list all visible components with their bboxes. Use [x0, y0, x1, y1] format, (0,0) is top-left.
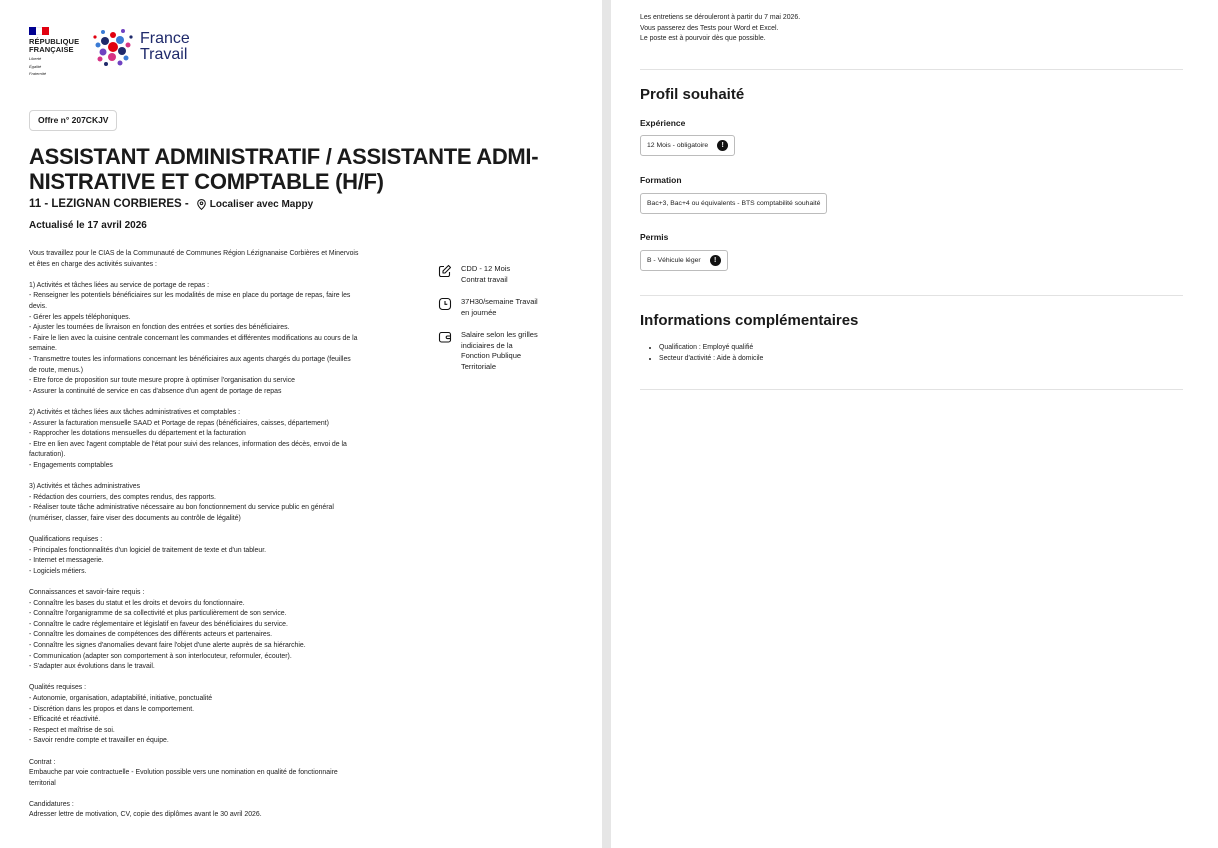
section-divider: [640, 295, 1183, 296]
document-page-2: [611, 0, 1218, 848]
mappy-link-label: Localiser avec Mappy: [209, 198, 314, 210]
job-description: Vous travaillez pour le CIAS de la Communauté de Communes Région Lézignanaise Corbières et Minervois et êtes en charge des activités suivantes : 1) Activités et tâches liées au service de portage de repas : - Renseigner les potentiels bénéficiaires sur les modalités de mise en place du portage de repas, faire les devis. - Gérer les appels téléphoniques. - Ajuster les tournées de livraison en fonction des entrées et sorties des bénéficiaires. - Faire le lien avec la cuisine centrale concernant les commandes et différentes modifications au cours de la semaine. - Transmettre toutes les informations concernant les bénéficiaires aux agents chargés du portage (feuilles de route, menus.) - Etre force de proposition sur toute mesure propre à optimiser l'organisation du service - Assurer la continuité de service en cas d'absence d'un agent de portage de repas 2) Activités et tâches liées aux tâches administratives et comptables : - Assurer la facturation mensuelle SAAD et Portage de repas (bénéficiaires, caisses, département) - Rapprocher les dotations mensuelles du département et la facturation - Etre en lien avec l'agent comptable de l'état pour suivi des relances, information des décès, envoi de la facturation). - Engagements comptables 3) Activités et tâches administratives - Rédaction des courriers, des comptes rendus, des rapports. - Réaliser toute tâche administrative nécessaire au bon fonctionnement du service public en général (numériser, classer, faire viser des documents au contrôle de légalité) Qualifications requises : - Principales fonctionnalités d'un logiciel de traitement de texte et d'un tableur. - Internet et messagerie. - Logiciels métiers. Connaissances et savoir-faire requis : - Connaître les bases du statut et les droits et devoirs du fonctionnaire. - Connaître l'organigramme de sa collectivité et plus particulièrement de son service. - Connaître le cadre réglementaire et législatif en faveur des bénéficiaires du service. - Connaître les domaines de compétences des différents acteurs et partenaires. - Connaître les signes d'anomalies devant faire l'objet d'une alerte auprès de sa hiérarchie. - Communication (adapter son comportement à son interlocuteur, reformuler, écouter). - S'adapter aux évolutions dans le travail. Qualités requises : - Autonomie, organisation, adaptabilité, initiative, ponctualité - Discrétion dans les propos et dans le comportement. - Efficacité et réactivité. - Respect et maîtrise de soi. - Savoir rendre compte et travailler en équipe. Contrat : Embauche par voie contractuelle - Evolution possible vers une nomination en qualité de fonctionnaire territorial Candidatures : Adresser lettre de motivation, CV, copie des diplômes avant le 30 avril 2026.: [29, 250, 359, 819]
required-icon: !: [710, 255, 721, 266]
brand-name-line2: Travail: [140, 46, 188, 63]
map-pin-icon: [197, 199, 206, 210]
experience-chip: [640, 135, 735, 156]
document-page-1: [0, 0, 602, 848]
france-travail-dots-icon: [92, 26, 134, 68]
job-title-text: ASSISTANT ADMINISTRATIF / ASSISTANTE ADMI- NISTRATIVE ET COMPTABLE (H/F): [29, 144, 539, 194]
salary-text: Salaire selon les grilles indiciaires de la Fonction Publique Territoriale: [461, 330, 538, 371]
french-flag-icon: [29, 27, 49, 35]
clock-icon: [438, 297, 452, 311]
job-location-row: [29, 198, 313, 210]
experience-value: 12 Mois - obligatoire: [647, 142, 709, 149]
edit-contract-icon: [438, 264, 452, 278]
motto-fraternite: Fraternité: [29, 71, 47, 77]
offer-number-badge: Offre n° 207CKJV: [29, 110, 117, 131]
republique-francaise-logo: [29, 27, 89, 77]
updated-date: Actualisé le 17 avril 2026: [29, 220, 147, 231]
wallet-icon: [438, 330, 452, 344]
permis-chip: [640, 250, 728, 271]
francaise-label: FRANÇAISE: [29, 45, 74, 54]
contract-fact: [438, 264, 588, 285]
additional-info-title: Informations complémentaires: [640, 312, 859, 329]
schedule-text: 37H30/semaine Travail en journée: [461, 297, 538, 317]
formation-label: Formation: [640, 175, 682, 185]
france-travail-logo: [92, 26, 190, 68]
formation-value: Bac+3, Bac+4 ou équivalents - BTS comptabilité souhaité: [647, 200, 821, 207]
required-icon: !: [717, 140, 728, 151]
localiser-mappy-link[interactable]: [197, 199, 313, 210]
formation-chip: [640, 193, 827, 214]
schedule-fact: [438, 297, 588, 318]
permis-label: Permis: [640, 232, 669, 242]
interview-info: Les entretiens se dérouleront à partir du 7 mai 2026. Vous passerez des Tests pour Word et Excel. Le poste est à pourvoir dès que possible.: [640, 14, 801, 43]
brand-name-line1: France: [140, 30, 190, 47]
motto-liberte: Liberté: [29, 56, 42, 61]
list-item: • Qualification : Employé qualifié: [659, 343, 763, 354]
experience-label: Expérience: [640, 118, 686, 128]
job-facts: [438, 264, 588, 384]
job-title: [29, 144, 589, 194]
contract-text: CDD - 12 Mois Contrat travail: [461, 264, 511, 284]
list-item: • Secteur d'activité : Aide à domicile: [659, 354, 763, 365]
profile-title: Profil souhaité: [640, 86, 745, 103]
section-divider: [640, 389, 1183, 390]
permis-value: B - Véhicule léger: [647, 257, 701, 264]
section-divider: [640, 69, 1183, 70]
location-text: 11 - LEZIGNAN CORBIERES -: [29, 198, 189, 210]
republique-label: RÉPUBLIQUE: [29, 37, 80, 46]
motto-egalite: Égalité: [29, 63, 42, 69]
salary-fact: [438, 330, 588, 372]
additional-info-list: [659, 343, 763, 364]
